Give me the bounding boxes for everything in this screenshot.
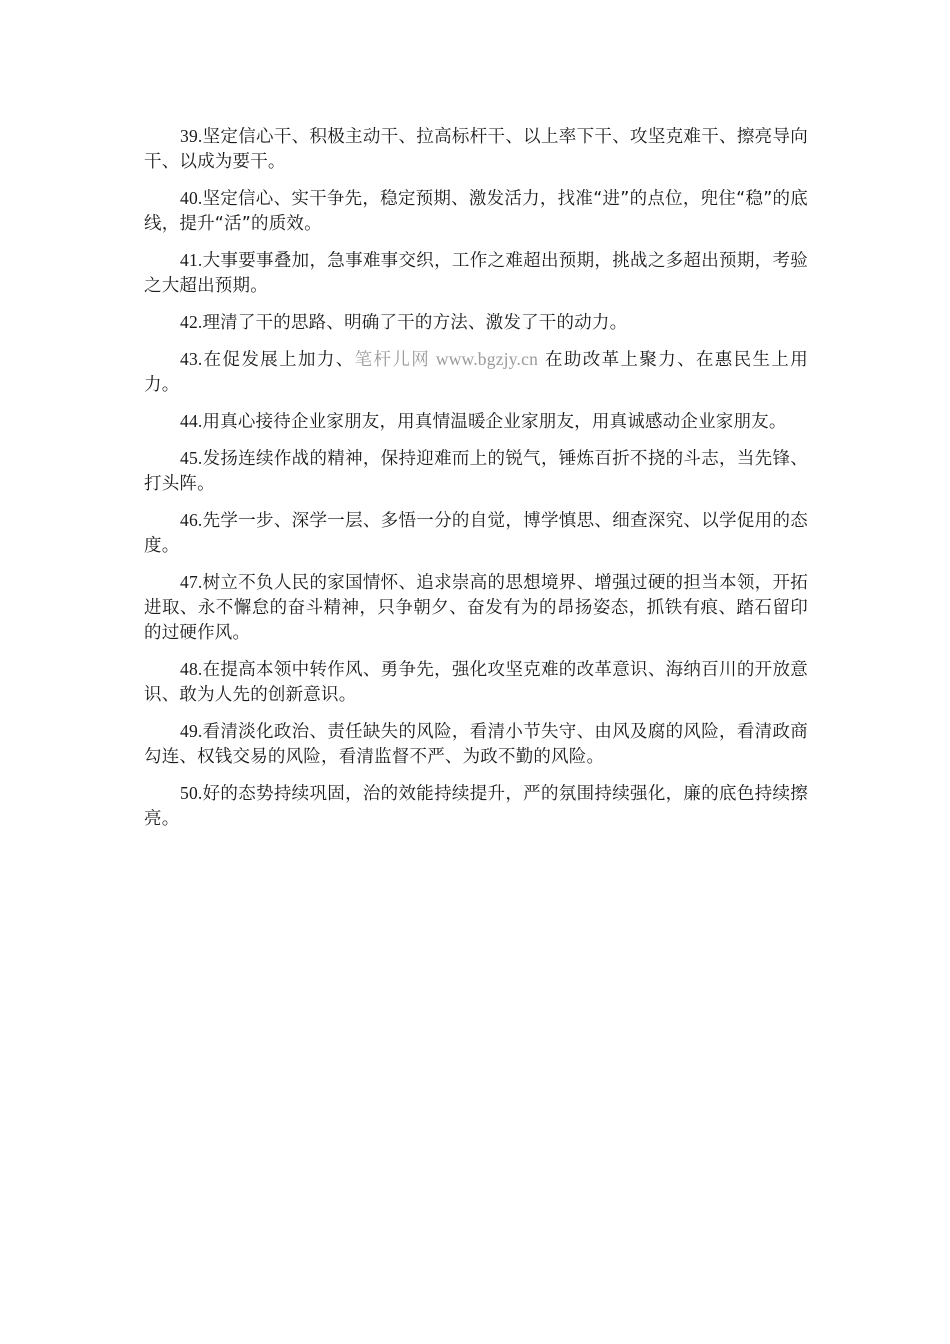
item-number: 47. — [180, 572, 203, 592]
item-number: 50. — [180, 783, 203, 803]
paragraph-48 — [144, 657, 808, 708]
item-text: 在提高本领中转作风、勇争先，强化攻坚克难的改革意识、海纳百川的开放意识、敢为人先的创新意识。 — [144, 660, 808, 705]
paragraph-41 — [144, 248, 808, 299]
item-number: 48. — [180, 659, 203, 679]
item-text: 坚定信心、实干争先，稳定预期、激发活力，找准“进”的点位，兜住“稳”的底线，提升“活”的质效。 — [144, 189, 808, 234]
item-text: 好的态势持续巩固，治的效能持续提升，严的氛围持续强化，廉的底色持续擦亮。 — [144, 784, 808, 829]
item-number: 42. — [180, 312, 203, 332]
item-text: 先学一步、深学一层、多悟一分的自觉，博学慎思、细查深究、以学促用的态度。 — [144, 511, 808, 556]
paragraph-45 — [144, 446, 808, 497]
item-text: 树立不负人民的家国情怀、追求崇高的思想境界、增强过硬的担当本领，开拓进取、永不懈怠的奋斗精神，只争朝夕、奋发有为的昂扬姿态，抓铁有痕、踏石留印的过硬作风。 — [144, 573, 808, 643]
paragraph-39 — [144, 124, 808, 175]
item-text: 用真心接待企业家朋友，用真情温暖企业家朋友，用真诚感动企业家朋友。 — [202, 412, 787, 432]
item-number: 43. — [180, 349, 203, 369]
item-text: 看清淡化政治、责任缺失的风险，看清小节失守、由风及腐的风险，看清政商勾连、权钱交易的风险，看清监督不严、为政不勤的风险。 — [144, 722, 808, 767]
item-number: 45. — [180, 448, 203, 468]
item-text-after: 在助改革上聚力、在惠民生上用力。 — [144, 350, 808, 395]
item-text: 大事要事叠加，急事难事交织，工作之难超出预期，挑战之多超出预期，考验之大超出预期。 — [144, 251, 808, 296]
document-body — [144, 124, 808, 843]
item-number: 39. — [180, 126, 203, 146]
item-text-before: 在促发展上加力、 — [202, 350, 355, 370]
item-number: 41. — [180, 250, 203, 270]
item-number: 46. — [180, 510, 203, 530]
paragraph-50 — [144, 781, 808, 832]
paragraph-40 — [144, 186, 808, 237]
site-watermark — [355, 350, 538, 370]
watermark-site-name: 笔杆儿网 — [354, 350, 431, 370]
item-number: 44. — [180, 411, 203, 431]
watermark-site-url: www.bgzjy.cn — [430, 349, 539, 369]
paragraph-43 — [144, 347, 808, 398]
item-text: 发扬连续作战的精神，保持迎难而上的锐气，锤炼百折不挠的斗志，当先锋、打头阵。 — [144, 449, 808, 494]
item-text: 坚定信心干、积极主动干、拉高标杆干、以上率下干、攻坚克难干、擦亮导向干、以成为要干。 — [144, 127, 808, 172]
paragraph-49 — [144, 719, 808, 770]
item-text: 理清了干的思路、明确了干的方法、激发了干的动力。 — [202, 313, 628, 333]
paragraph-47 — [144, 570, 808, 646]
item-number: 40. — [180, 188, 203, 208]
paragraph-46 — [144, 508, 808, 559]
paragraph-44 — [144, 409, 808, 435]
paragraph-42 — [144, 310, 808, 336]
item-number: 49. — [180, 721, 203, 741]
